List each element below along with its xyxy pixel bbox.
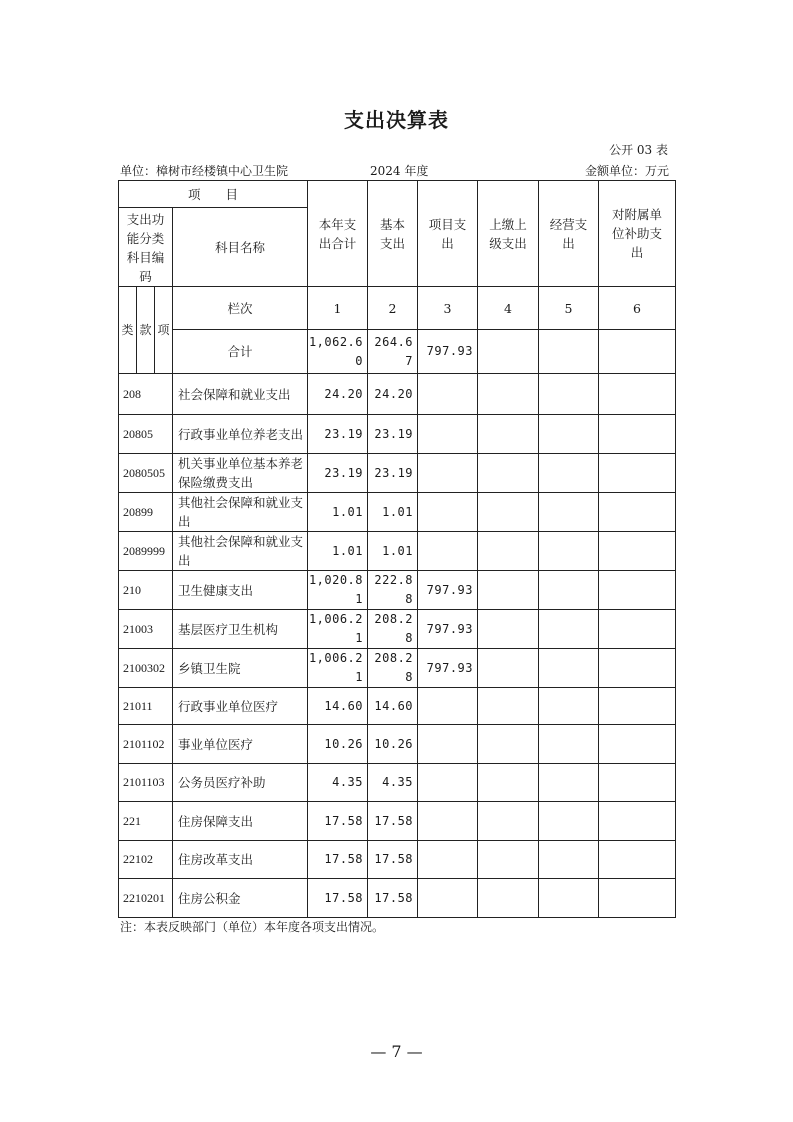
total-value-2: 264.67 bbox=[368, 330, 418, 374]
row-code: 2089999 bbox=[119, 532, 173, 571]
table-row bbox=[119, 802, 676, 841]
row-subsidy-expenditure bbox=[599, 879, 676, 918]
row-project-expenditure bbox=[418, 532, 478, 571]
expenditure-table bbox=[118, 180, 676, 918]
row-project-expenditure: 797.93 bbox=[418, 610, 478, 649]
row-subsidy-expenditure bbox=[599, 764, 676, 802]
row-name: 行政事业单位养老支出 bbox=[173, 415, 308, 454]
header-col-3: 项目支出 bbox=[418, 181, 478, 287]
row-project-expenditure bbox=[418, 688, 478, 725]
row-business-expenditure bbox=[539, 374, 599, 415]
sub-label-kuan: 款 bbox=[137, 287, 155, 373]
row-total-expenditure: 4.35 bbox=[308, 764, 368, 802]
row-total-expenditure: 1,006.21 bbox=[308, 649, 368, 688]
row-code: 20805 bbox=[119, 415, 173, 454]
table-row bbox=[119, 649, 676, 688]
row-code: 2100302 bbox=[119, 649, 173, 688]
row-name: 住房公积金 bbox=[173, 879, 308, 918]
row-remit-expenditure bbox=[478, 532, 539, 571]
total-value-3: 797.93 bbox=[418, 330, 478, 374]
row-basic-expenditure: 23.19 bbox=[368, 454, 418, 493]
row-total-expenditure: 23.19 bbox=[308, 415, 368, 454]
total-value-4 bbox=[478, 330, 539, 374]
col-number-5: 5 bbox=[539, 287, 599, 330]
row-business-expenditure bbox=[539, 415, 599, 454]
col-number-2: 2 bbox=[368, 287, 418, 330]
row-name: 住房保障支出 bbox=[173, 802, 308, 841]
row-basic-expenditure: 24.20 bbox=[368, 374, 418, 415]
row-code: 21003 bbox=[119, 610, 173, 649]
row-remit-expenditure bbox=[478, 764, 539, 802]
table-row bbox=[119, 571, 676, 610]
sub-label-lei: 类 bbox=[119, 287, 137, 373]
row-project-expenditure bbox=[418, 415, 478, 454]
row-project-expenditure bbox=[418, 879, 478, 918]
row-basic-expenditure: 17.58 bbox=[368, 802, 418, 841]
table-row bbox=[119, 415, 676, 454]
row-code: 221 bbox=[119, 802, 173, 841]
row-remit-expenditure bbox=[478, 610, 539, 649]
page-title: 支出决算表 bbox=[344, 108, 449, 132]
row-basic-expenditure: 208.28 bbox=[368, 649, 418, 688]
row-project-expenditure bbox=[418, 764, 478, 802]
table-row bbox=[119, 841, 676, 879]
row-subsidy-expenditure bbox=[599, 649, 676, 688]
table-row bbox=[119, 493, 676, 532]
table-row bbox=[119, 764, 676, 802]
row-total-expenditure: 23.19 bbox=[308, 454, 368, 493]
row-name: 基层医疗卫生机构 bbox=[173, 610, 308, 649]
row-project-expenditure bbox=[418, 841, 478, 879]
row-name: 社会保障和就业支出 bbox=[173, 374, 308, 415]
row-subsidy-expenditure bbox=[599, 571, 676, 610]
row-name: 乡镇卫生院 bbox=[173, 649, 308, 688]
table-row bbox=[119, 610, 676, 649]
row-business-expenditure bbox=[539, 571, 599, 610]
row-total-expenditure: 17.58 bbox=[308, 841, 368, 879]
header-code-label: 支出功能分类科目编码 bbox=[119, 208, 173, 287]
row-total-expenditure: 14.60 bbox=[308, 688, 368, 725]
col-number-6: 6 bbox=[599, 287, 676, 330]
header-sub-codes bbox=[119, 287, 173, 374]
row-code: 2210201 bbox=[119, 879, 173, 918]
row-total-expenditure: 17.58 bbox=[308, 802, 368, 841]
total-label: 合计 bbox=[173, 330, 308, 374]
row-name: 其他社会保障和就业支出 bbox=[173, 493, 308, 532]
row-name: 其他社会保障和就业支出 bbox=[173, 532, 308, 571]
row-subsidy-expenditure bbox=[599, 415, 676, 454]
header-col-5: 经营支出 bbox=[539, 181, 599, 287]
row-remit-expenditure bbox=[478, 493, 539, 532]
row-basic-expenditure: 1.01 bbox=[368, 532, 418, 571]
row-code: 2080505 bbox=[119, 454, 173, 493]
total-value-6 bbox=[599, 330, 676, 374]
row-subsidy-expenditure bbox=[599, 688, 676, 725]
row-basic-expenditure: 14.60 bbox=[368, 688, 418, 725]
row-basic-expenditure: 4.35 bbox=[368, 764, 418, 802]
row-remit-expenditure bbox=[478, 415, 539, 454]
row-project-expenditure bbox=[418, 802, 478, 841]
table-row bbox=[119, 725, 676, 764]
header-col-4: 上缴上级支出 bbox=[478, 181, 539, 287]
row-name: 机关事业单位基本养老保险缴费支出 bbox=[173, 454, 308, 493]
col-number-1: 1 bbox=[308, 287, 368, 330]
row-name: 住房改革支出 bbox=[173, 841, 308, 879]
row-project-expenditure: 797.93 bbox=[418, 649, 478, 688]
header-name-label: 科目名称 bbox=[173, 208, 308, 287]
row-business-expenditure bbox=[539, 649, 599, 688]
row-remit-expenditure bbox=[478, 879, 539, 918]
total-value-5 bbox=[539, 330, 599, 374]
row-name: 事业单位医疗 bbox=[173, 725, 308, 764]
table-row bbox=[119, 454, 676, 493]
row-total-expenditure: 1,006.21 bbox=[308, 610, 368, 649]
row-code: 2101102 bbox=[119, 725, 173, 764]
table-note: 注：本表反映部门（单位）本年度各项支出情况。 bbox=[120, 920, 385, 934]
row-remit-expenditure bbox=[478, 688, 539, 725]
row-remit-expenditure bbox=[478, 725, 539, 764]
row-subsidy-expenditure bbox=[599, 374, 676, 415]
row-business-expenditure bbox=[539, 764, 599, 802]
row-basic-expenditure: 208.28 bbox=[368, 610, 418, 649]
row-code: 21011 bbox=[119, 688, 173, 725]
row-code: 20899 bbox=[119, 493, 173, 532]
col-number-4: 4 bbox=[478, 287, 539, 330]
row-total-expenditure: 17.58 bbox=[308, 879, 368, 918]
form-number: 公开 03 表 bbox=[609, 143, 668, 157]
row-subsidy-expenditure bbox=[599, 532, 676, 571]
row-subsidy-expenditure bbox=[599, 493, 676, 532]
total-value-1: 1,062.60 bbox=[308, 330, 368, 374]
row-total-expenditure: 1,020.81 bbox=[308, 571, 368, 610]
row-subsidy-expenditure bbox=[599, 802, 676, 841]
row-subsidy-expenditure bbox=[599, 841, 676, 879]
table-row bbox=[119, 374, 676, 415]
row-remit-expenditure bbox=[478, 571, 539, 610]
row-name: 卫生健康支出 bbox=[173, 571, 308, 610]
header-item: 项 目 bbox=[119, 181, 308, 208]
row-basic-expenditure: 23.19 bbox=[368, 415, 418, 454]
row-remit-expenditure bbox=[478, 374, 539, 415]
row-basic-expenditure: 17.58 bbox=[368, 879, 418, 918]
row-name: 公务员医疗补助 bbox=[173, 764, 308, 802]
row-total-expenditure: 10.26 bbox=[308, 725, 368, 764]
table-row bbox=[119, 532, 676, 571]
row-basic-expenditure: 17.58 bbox=[368, 841, 418, 879]
table-row bbox=[119, 688, 676, 725]
row-business-expenditure bbox=[539, 725, 599, 764]
row-remit-expenditure bbox=[478, 841, 539, 879]
row-label: 栏次 bbox=[173, 287, 308, 330]
row-project-expenditure bbox=[418, 454, 478, 493]
row-code: 208 bbox=[119, 374, 173, 415]
row-code: 210 bbox=[119, 571, 173, 610]
money-unit-label: 金额单位：万元 bbox=[584, 164, 669, 178]
row-subsidy-expenditure bbox=[599, 610, 676, 649]
sub-label-xiang: 项 bbox=[157, 322, 170, 337]
row-business-expenditure bbox=[539, 841, 599, 879]
row-basic-expenditure: 222.88 bbox=[368, 571, 418, 610]
row-basic-expenditure: 1.01 bbox=[368, 493, 418, 532]
row-business-expenditure bbox=[539, 688, 599, 725]
row-business-expenditure bbox=[539, 532, 599, 571]
row-project-expenditure bbox=[418, 493, 478, 532]
year-label: 2024 年度 bbox=[370, 164, 429, 178]
row-basic-expenditure: 10.26 bbox=[368, 725, 418, 764]
row-business-expenditure bbox=[539, 454, 599, 493]
header-col-6: 对附属单位补助支出 bbox=[599, 181, 676, 287]
row-code: 22102 bbox=[119, 841, 173, 879]
row-business-expenditure bbox=[539, 493, 599, 532]
row-code: 2101103 bbox=[119, 764, 173, 802]
row-project-expenditure bbox=[418, 374, 478, 415]
row-remit-expenditure bbox=[478, 802, 539, 841]
row-name: 行政事业单位医疗 bbox=[173, 688, 308, 725]
row-total-expenditure: 1.01 bbox=[308, 493, 368, 532]
row-subsidy-expenditure bbox=[599, 454, 676, 493]
row-remit-expenditure bbox=[478, 454, 539, 493]
row-total-expenditure: 1.01 bbox=[308, 532, 368, 571]
col-number-3: 3 bbox=[418, 287, 478, 330]
row-project-expenditure bbox=[418, 725, 478, 764]
row-business-expenditure bbox=[539, 879, 599, 918]
header-col-2: 基本支出 bbox=[368, 181, 418, 287]
row-subsidy-expenditure bbox=[599, 725, 676, 764]
row-business-expenditure bbox=[539, 610, 599, 649]
page-number: — 7 — bbox=[370, 1042, 423, 1061]
unit-label: 单位：樟树市经楼镇中心卫生院 bbox=[120, 164, 289, 178]
header-col-1: 本年支出合计 bbox=[308, 181, 368, 287]
row-total-expenditure: 24.20 bbox=[308, 374, 368, 415]
table-row bbox=[119, 879, 676, 918]
row-project-expenditure: 797.93 bbox=[418, 571, 478, 610]
row-remit-expenditure bbox=[478, 649, 539, 688]
row-business-expenditure bbox=[539, 802, 599, 841]
